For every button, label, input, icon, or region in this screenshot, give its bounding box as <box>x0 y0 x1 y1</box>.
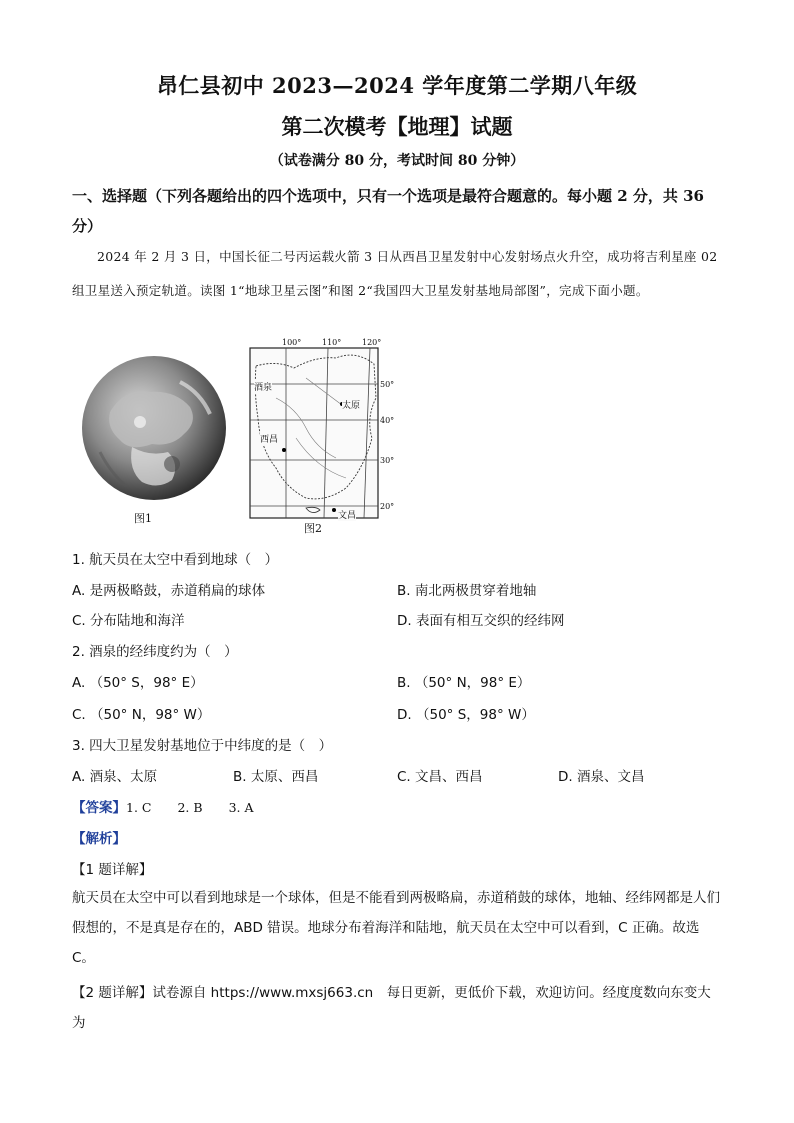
lon-label-100: 100° <box>282 338 302 347</box>
question-passage: 2024 年 2 月 3 日，中国长征二号丙运载火箭 3 日从西昌卫星发射中心发射场点火升空，成功将吉利星座 02 组卫星送入预定轨道。读图 1“地球卫星云图”和图 2“我国四大卫星发射基地局部图”，完成下面小题。 <box>72 249 718 298</box>
place-jiuquan: 酒泉 <box>254 380 272 393</box>
answer-tag: 【答案】 <box>72 800 126 816</box>
question-2-option-a[interactable]: A. （50° S，98° E） <box>72 675 204 691</box>
question-1-option-a[interactable]: A. 是两极略鼓，赤道稍扁的球体 <box>72 583 266 599</box>
exam-title-line2: 第二次模考【地理】试题 <box>281 114 513 139</box>
place-wenchang: 文昌 <box>338 508 356 521</box>
earth-globe-image <box>80 352 230 507</box>
question-2-option-c[interactable]: C. （50° N，98° W） <box>72 707 211 723</box>
q2-detail-text: 试卷源自 https://www.mxsj663.cn 每日更新，更低价下载，欢迎访问。经度度数向东变大为 <box>72 985 711 1031</box>
answer-block <box>72 796 280 816</box>
question-1-option-b[interactable]: B. 南北两极贯穿着地轴 <box>397 583 537 599</box>
question-3-option-b[interactable]: B. 太原、西昌 <box>233 769 319 785</box>
question-1-option-c[interactable]: C. 分布陆地和海洋 <box>72 613 185 629</box>
place-xichang: 西昌 <box>260 432 278 445</box>
question-2-option-b[interactable]: B. （50° N，98° E） <box>397 675 531 691</box>
figure-2 <box>246 338 406 538</box>
launch-base-map <box>246 338 406 523</box>
question-2-stem: 2. 酒泉的经纬度约为（ ） <box>72 644 238 660</box>
lon-label-120: 120° <box>362 338 382 347</box>
lon-label-110: 110° <box>322 338 342 347</box>
question-2-option-d[interactable]: D. （50° S，98° W） <box>397 707 535 723</box>
lat-label-20: 20° <box>380 502 395 511</box>
question-3-option-a[interactable]: A. 酒泉、太原 <box>72 769 158 785</box>
question-1-option-d[interactable]: D. 表面有相互交织的经纬网 <box>397 613 565 629</box>
q2-detail-heading: 【2 题详解】 <box>72 985 153 1001</box>
figure-1-caption: 图1 <box>134 512 152 525</box>
exam-title-line1: 昂仁县初中 2023—2024 学年度第二学期八年级 <box>156 73 638 98</box>
question-3-option-d[interactable]: D. 酒泉、文昌 <box>558 769 645 785</box>
section-heading: 一、选择题（下列各题给出的四个选项中，只有一个选项是最符合题意的。每小题 2 分，共 36 分） <box>72 187 704 235</box>
answer-value: 3. A <box>228 800 254 815</box>
lat-label-50: 50° <box>380 380 395 389</box>
question-3-stem: 3. 四大卫星发射基地位于中纬度的是（ ） <box>72 738 333 754</box>
place-taiyuan: 太原 <box>342 398 360 411</box>
q2-detail-line <box>72 978 724 1038</box>
figure-2-caption: 图2 <box>304 522 322 535</box>
lat-label-40: 40° <box>380 416 395 425</box>
analysis-tag: 【解析】 <box>72 831 126 847</box>
answer-value: 1. C <box>126 800 152 815</box>
figure-1 <box>80 352 230 525</box>
exam-subtitle: （试卷满分 80 分，考试时间 80 分钟） <box>269 153 525 169</box>
q1-detail-heading: 【1 题详解】 <box>72 862 153 878</box>
answer-value: 2. B <box>177 800 203 815</box>
lat-label-30: 30° <box>380 456 395 465</box>
question-3-option-c[interactable]: C. 文昌、西昌 <box>397 769 483 785</box>
analysis-heading <box>72 827 126 847</box>
question-1-stem: 1. 航天员在太空中看到地球（ ） <box>72 552 279 568</box>
q1-detail-text: 航天员在太空中可以看到地球是一个球体，但是不能看到两极略扁，赤道稍鼓的球体，地轴、经纬网都是人们假想的，不是真是存在的，ABD 错误。地球分布着海洋和陆地，航天员在太空中可以看到，C 正确。故选 C。 <box>72 890 720 966</box>
